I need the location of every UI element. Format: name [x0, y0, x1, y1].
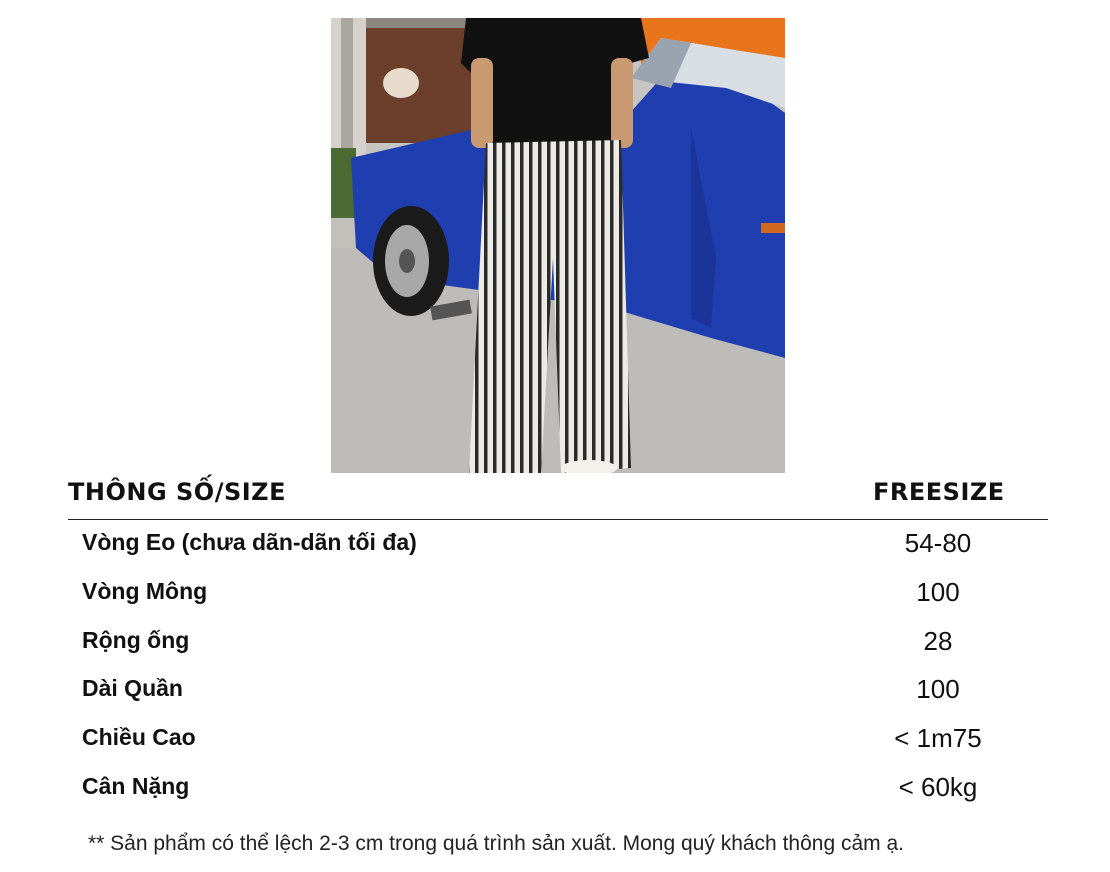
- size-table-body: [0, 523, 1110, 816]
- row-value: 28: [923, 625, 953, 656]
- table-row: [0, 572, 1110, 621]
- row-label: Vòng Eo (chưa dãn-dãn tối đa): [82, 529, 417, 555]
- table-row: [0, 523, 1110, 572]
- table-row: [0, 718, 1110, 767]
- row-value: 100: [916, 576, 960, 607]
- table-row: [0, 621, 1110, 670]
- header-divider: [68, 519, 1048, 520]
- row-label: Rộng ống: [82, 626, 190, 653]
- row-value: < 1m75: [894, 723, 982, 754]
- row-value: 54-80: [904, 528, 972, 558]
- size-table-header-right: FREESIZE: [873, 478, 1005, 506]
- table-row: [0, 767, 1110, 816]
- row-value: 100: [916, 674, 960, 705]
- row-label: Vòng Mông: [82, 577, 208, 604]
- row-label: Chiều Cao: [82, 724, 196, 751]
- footnote: ** Sản phẩm có thể lệch 2-3 cm trong quá trình sản xuất. Mong quý khách thông cảm ạ.: [88, 832, 904, 855]
- row-label: Dài Quần: [82, 675, 183, 702]
- size-table-header-left: THÔNG SỐ/SIZE: [68, 478, 286, 506]
- product-photo: [331, 18, 785, 473]
- row-value: < 60kg: [898, 771, 978, 802]
- table-row: [0, 669, 1110, 718]
- row-label: Cân Nặng: [82, 772, 190, 799]
